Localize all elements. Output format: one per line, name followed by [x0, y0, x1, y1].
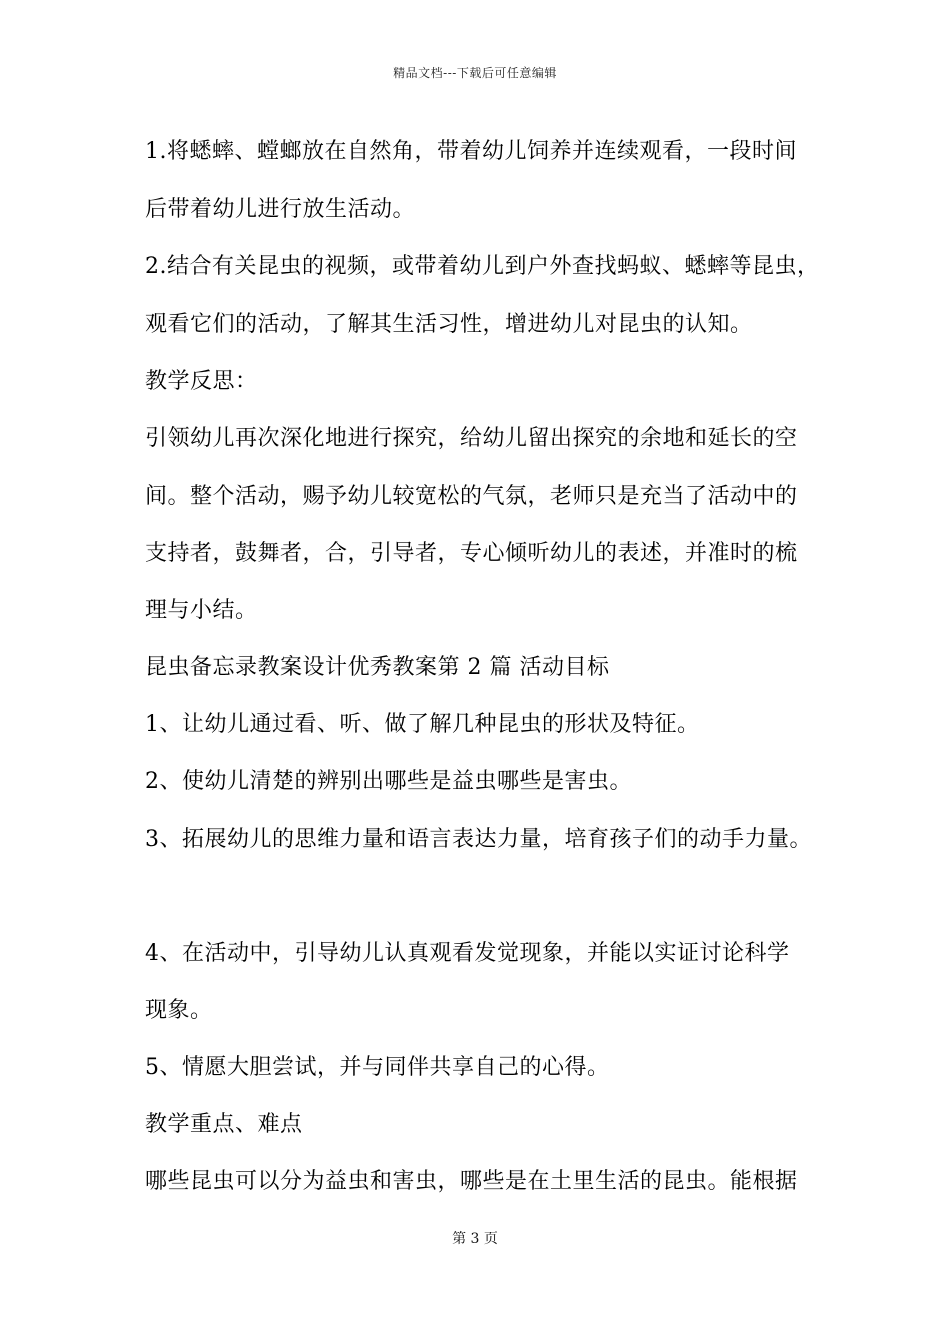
- list-item: 5、情愿大胆尝试，并与同伴共享自己的心得。: [145, 1055, 610, 1080]
- section-heading: 昆虫备忘录教案设计优秀教案第 2 篇 活动目标: [145, 655, 610, 680]
- page-header: 精品文档---下载后可任意编辑: [393, 66, 557, 80]
- list-item: 3、拓展幼儿的思维力量和语言表达力量，培育孩子们的动手力量。: [145, 827, 812, 852]
- body-line: 支持者，鼓舞者，合，引导者，专心倾听幼儿的表述，并准时的梳: [145, 541, 798, 566]
- body-line: 1.将蟋蟀、螳螂放在自然角，带着幼儿饲养并连续观看，一段时间: [145, 139, 797, 164]
- section-heading: 教学重点、难点: [145, 1112, 303, 1137]
- page-number: 第 3 页: [452, 1231, 498, 1247]
- body-line: 观看它们的活动，了解其生活习性，增进幼儿对昆虫的认知。: [145, 312, 753, 337]
- body-line: 引领幼儿再次深化地进行探究，给幼儿留出探究的余地和延长的空: [145, 426, 798, 451]
- list-item: 1、让幼儿通过看、听、做了解几种昆虫的形状及特征。: [145, 712, 700, 737]
- body-line: 2.结合有关昆虫的视频，或带着幼儿到户外查找蚂蚁、蟋蟀等昆虫，: [145, 254, 820, 279]
- body-line: 现象。: [145, 998, 213, 1023]
- list-item: 2、使幼儿清楚的辨别出哪些是益虫哪些是害虫。: [145, 769, 632, 794]
- body-line: 哪些昆虫可以分为益虫和害虫，哪些是在土里生活的昆虫。能根据: [145, 1169, 798, 1194]
- body-line: 理与小结。: [145, 598, 258, 623]
- list-item: 4、在活动中，引导幼儿认真观看发觉现象，并能以实证讨论科学: [145, 941, 790, 966]
- body-line: 后带着幼儿进行放生活动。: [145, 197, 416, 222]
- section-heading: 教学反思：: [145, 369, 258, 394]
- body-line: 间。整个活动，赐予幼儿较宽松的气氛，老师只是充当了活动中的: [145, 484, 798, 509]
